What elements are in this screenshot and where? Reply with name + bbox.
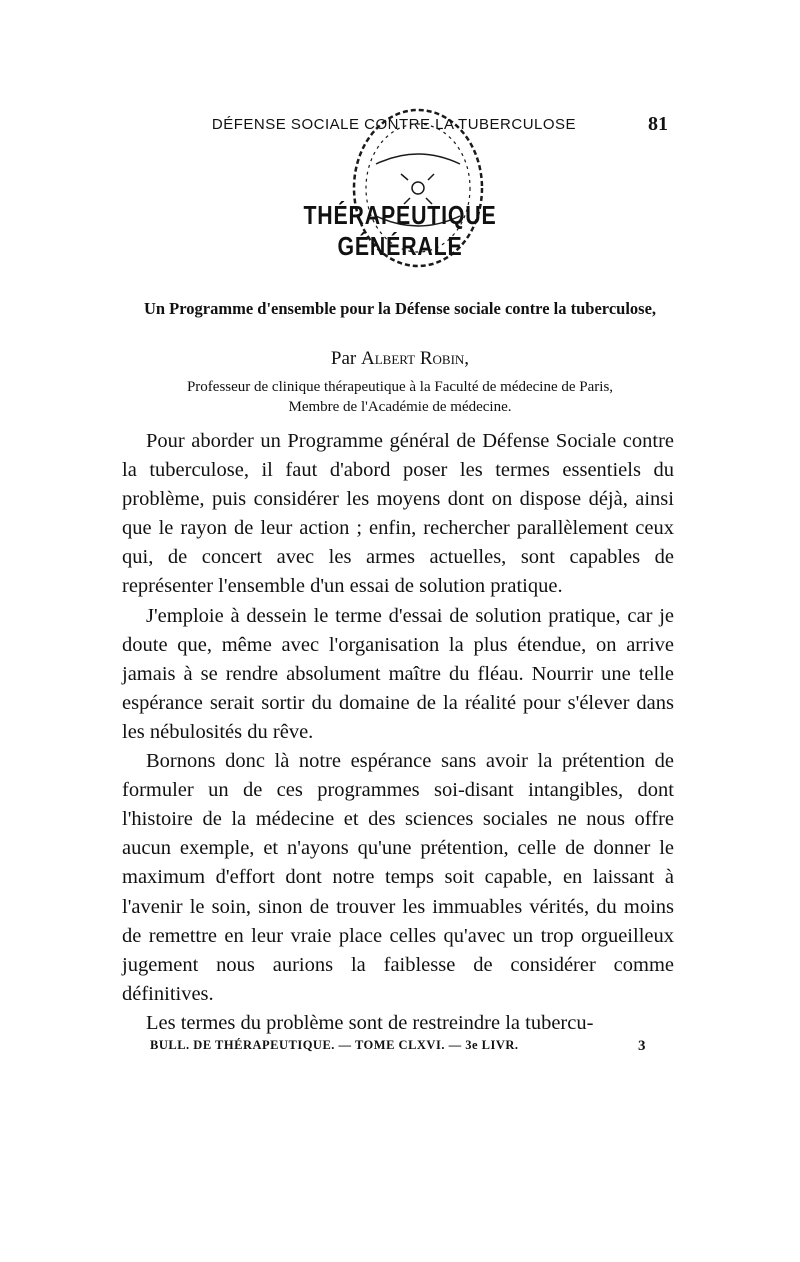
- body-paragraph: Pour aborder un Programme général de Défense Sociale contre la tuberculose, il faut d'abord poser les termes essentiels du problème, puis considérer les moyens dont on dispose déjà, ainsi que le rayon de leur action ; enfin, rechercher parallèlement ceux qui, de concert avec les armes actuelles, sont capables de représenter l'ensemble d'un essai de solution pratique.: [122, 430, 674, 598]
- byline: [118, 348, 682, 370]
- running-head: DÉFENSE SOCIALE CONTRE LA TUBERCULOSE: [211, 116, 577, 133]
- byline-prefix: Par: [330, 348, 357, 369]
- page-footer: [150, 1038, 650, 1053]
- article-body: [122, 427, 674, 1038]
- article-title: Un Programme d'ensemble pour la Défense sociale contre la tuberculose,: [143, 299, 657, 318]
- body-paragraph: Bornons donc là notre espérance sans avoir la prétention de formuler un de ces programmes soi-disant intangibles, dont l'histoire de la médecine et des sciences sociales ne nous offre aucun exemple, et n'ayons qu'une prétention, celle de donner le maximum d'effort dont notre temps soit capable, en laissant à l'avenir le soin, sinon de trouver les immuables vérités, du moins de remettre en leur vraie place celles qu'avec un trop orgueilleux jugement nous aurions la faiblesse de considérer comme définitives.: [122, 750, 674, 1005]
- body-paragraph: Les termes du problème sont de restreindre la tubercu-: [146, 1011, 594, 1034]
- affiliation-line: Professeur de clinique thérapeutique à la Faculté de médecine de Paris,: [186, 379, 614, 395]
- author-name: Albert Robin,: [361, 348, 470, 369]
- author-affiliation: [118, 377, 682, 417]
- footer-citation: BULL. DE THÉRAPEUTIQUE. — TOME CLXVI. — 3e LIVR.: [150, 1038, 519, 1052]
- body-paragraph: J'emploie à dessein le terme d'essai de solution pratique, car je doute que, même avec l'organisation la plus étendue, on arrive jamais à se rendre absolument maître du fléau. Nourrir une telle espérance serait sortir du domaine de la réalité pour s'élever dans les nébulosités du rêve.: [122, 604, 674, 743]
- signature-mark: 3: [638, 1038, 646, 1054]
- affiliation-line: Membre de l'Académie de médecine.: [288, 399, 512, 415]
- page-number: 81: [648, 113, 668, 135]
- section-title: THÉRAPEUTIQUE GÉNÉRALE: [303, 200, 497, 261]
